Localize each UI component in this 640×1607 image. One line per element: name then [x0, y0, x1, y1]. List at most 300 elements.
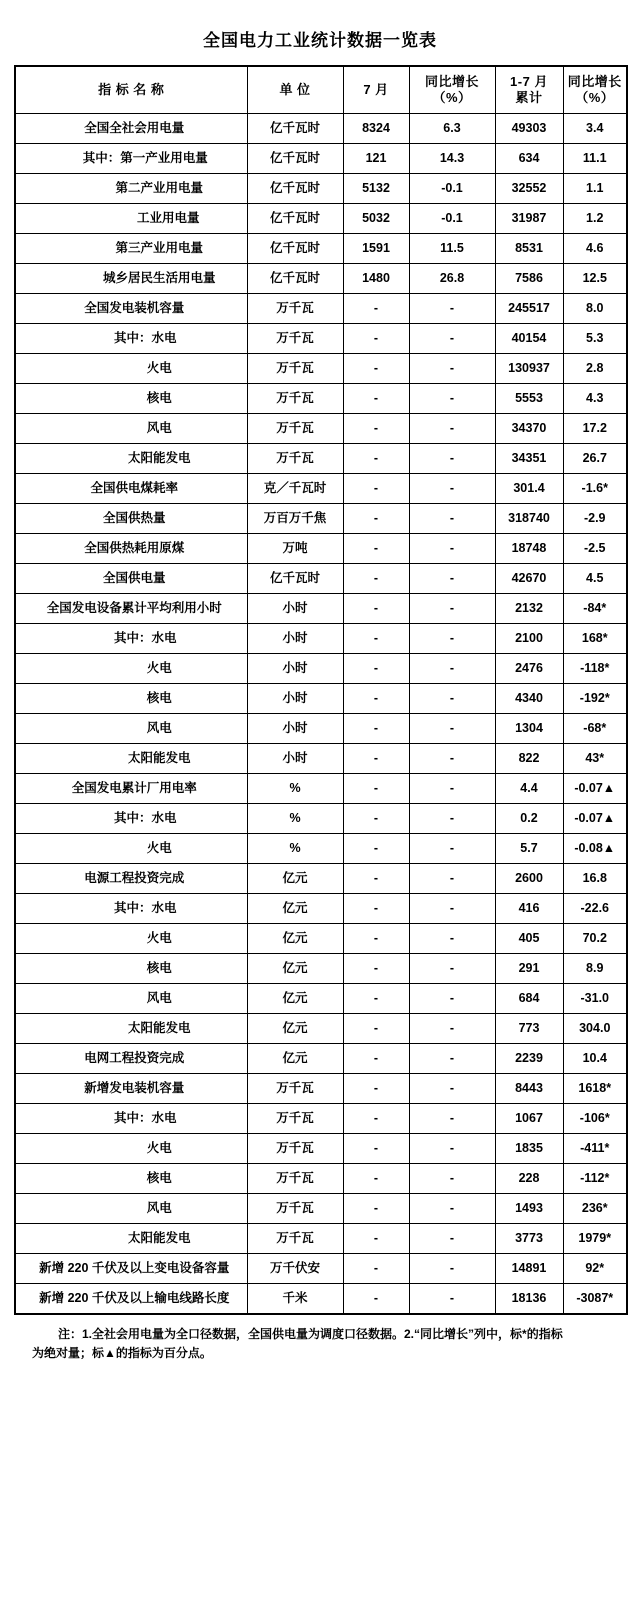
row-cumulative-value: 31987: [495, 204, 563, 234]
column-header-unit: 单 位: [247, 66, 343, 114]
row-cumulative-yoy: 4.5: [563, 564, 627, 594]
row-cumulative-yoy: -1.6*: [563, 474, 627, 504]
row-unit: 亿元: [247, 1044, 343, 1074]
row-unit: %: [247, 834, 343, 864]
row-unit: 万百万千焦: [247, 504, 343, 534]
table-row: [15, 1014, 627, 1044]
row-cumulative-yoy: -2.9: [563, 504, 627, 534]
row-july-value: -: [343, 744, 409, 774]
row-unit: 小时: [247, 714, 343, 744]
row-july-yoy: -: [409, 624, 495, 654]
row-unit: 万千瓦: [247, 1164, 343, 1194]
row-unit: %: [247, 804, 343, 834]
row-july-value: -: [343, 1074, 409, 1104]
column-header-cumulative: [495, 66, 563, 114]
row-indicator-name: 全国发电设备累计平均利用小时: [15, 594, 247, 624]
row-july-yoy: -0.1: [409, 174, 495, 204]
row-cumulative-value: 2476: [495, 654, 563, 684]
row-cumulative-value: 8531: [495, 234, 563, 264]
table-row: [15, 414, 627, 444]
row-cumulative-value: 405: [495, 924, 563, 954]
row-cumulative-yoy: 1.2: [563, 204, 627, 234]
row-july-yoy: -: [409, 954, 495, 984]
row-cumulative-yoy: 168*: [563, 624, 627, 654]
row-indicator-name: 太阳能发电: [15, 744, 247, 774]
row-cumulative-value: 18748: [495, 534, 563, 564]
row-cumulative-yoy: 4.3: [563, 384, 627, 414]
row-july-yoy: -: [409, 384, 495, 414]
table-row: [15, 804, 627, 834]
row-july-value: -: [343, 564, 409, 594]
row-unit: 亿千瓦时: [247, 114, 343, 144]
row-cumulative-value: 1304: [495, 714, 563, 744]
table-row: [15, 324, 627, 354]
row-cumulative-yoy: 26.7: [563, 444, 627, 474]
row-unit: 小时: [247, 684, 343, 714]
row-july-yoy: -: [409, 894, 495, 924]
row-unit: 千米: [247, 1284, 343, 1315]
row-july-yoy: 11.5: [409, 234, 495, 264]
table-row: [15, 894, 627, 924]
column-header-july-yoy-line2: （%）: [432, 90, 472, 105]
table-row: [15, 144, 627, 174]
table-row: [15, 534, 627, 564]
column-header-july: 7 月: [343, 66, 409, 114]
row-july-value: -: [343, 1194, 409, 1224]
row-cumulative-value: 416: [495, 894, 563, 924]
table-row: [15, 744, 627, 774]
table-row: [15, 1224, 627, 1254]
row-july-value: 5032: [343, 204, 409, 234]
table-row: [15, 564, 627, 594]
row-july-value: -: [343, 324, 409, 354]
row-cumulative-value: 42670: [495, 564, 563, 594]
row-unit: 万吨: [247, 534, 343, 564]
row-cumulative-value: 2600: [495, 864, 563, 894]
table-header: [15, 66, 627, 114]
table-row: [15, 504, 627, 534]
table-row: [15, 204, 627, 234]
row-cumulative-value: 1067: [495, 1104, 563, 1134]
row-cumulative-yoy: 4.6: [563, 234, 627, 264]
row-july-yoy: -: [409, 474, 495, 504]
row-indicator-name: 火电: [15, 354, 247, 384]
row-cumulative-value: 130937: [495, 354, 563, 384]
row-unit: 万千瓦: [247, 444, 343, 474]
row-cumulative-yoy: 12.5: [563, 264, 627, 294]
row-july-value: -: [343, 864, 409, 894]
row-cumulative-yoy: -84*: [563, 594, 627, 624]
row-july-yoy: 6.3: [409, 114, 495, 144]
statistics-table: [14, 65, 628, 1315]
row-cumulative-value: 5.7: [495, 834, 563, 864]
row-cumulative-yoy: 2.8: [563, 354, 627, 384]
row-indicator-name: 全国发电装机容量: [15, 294, 247, 324]
column-header-cumulative-yoy-line2: （%）: [575, 90, 615, 105]
row-cumulative-value: 4340: [495, 684, 563, 714]
row-july-yoy: -: [409, 414, 495, 444]
row-july-yoy: -: [409, 1254, 495, 1284]
row-cumulative-value: 2239: [495, 1044, 563, 1074]
row-indicator-name: 其中：水电: [15, 1104, 247, 1134]
row-indicator-name: 火电: [15, 924, 247, 954]
row-july-value: -: [343, 654, 409, 684]
row-unit: 亿千瓦时: [247, 564, 343, 594]
row-indicator-name: 全国发电累计厂用电率: [15, 774, 247, 804]
row-unit: 亿元: [247, 864, 343, 894]
row-cumulative-value: 14891: [495, 1254, 563, 1284]
table-row: [15, 264, 627, 294]
row-unit: %: [247, 774, 343, 804]
row-cumulative-yoy: -3087*: [563, 1284, 627, 1315]
row-july-value: -: [343, 1134, 409, 1164]
table-row: [15, 474, 627, 504]
table-row: [15, 864, 627, 894]
row-cumulative-yoy: -22.6: [563, 894, 627, 924]
row-unit: 亿元: [247, 894, 343, 924]
row-july-value: 121: [343, 144, 409, 174]
row-july-value: -: [343, 924, 409, 954]
row-july-value: -: [343, 414, 409, 444]
row-indicator-name: 全国全社会用电量: [15, 114, 247, 144]
column-header-cumulative-yoy-line1: 同比增长: [567, 73, 622, 89]
row-indicator-name: 电网工程投资完成: [15, 1044, 247, 1074]
row-july-value: -: [343, 444, 409, 474]
column-header-july-yoy: [409, 66, 495, 114]
row-cumulative-value: 34351: [495, 444, 563, 474]
row-july-value: -: [343, 834, 409, 864]
row-july-yoy: -: [409, 1014, 495, 1044]
row-cumulative-yoy: -0.07▲: [563, 774, 627, 804]
row-indicator-name: 新增 220 千伏及以上输电线路长度: [15, 1284, 247, 1315]
row-indicator-name: 其中：水电: [15, 894, 247, 924]
row-unit: 亿元: [247, 924, 343, 954]
row-cumulative-value: 18136: [495, 1284, 563, 1315]
table-row: [15, 1074, 627, 1104]
row-unit: 亿千瓦时: [247, 234, 343, 264]
table-row: [15, 1284, 627, 1315]
row-unit: 万千瓦: [247, 294, 343, 324]
row-july-value: -: [343, 714, 409, 744]
row-july-yoy: -: [409, 594, 495, 624]
row-cumulative-value: 49303: [495, 114, 563, 144]
row-cumulative-value: 8443: [495, 1074, 563, 1104]
row-indicator-name: 风电: [15, 1194, 247, 1224]
row-cumulative-yoy: -0.07▲: [563, 804, 627, 834]
row-indicator-name: 太阳能发电: [15, 1224, 247, 1254]
table-row: [15, 924, 627, 954]
row-july-value: 5132: [343, 174, 409, 204]
row-cumulative-value: 40154: [495, 324, 563, 354]
row-july-value: -: [343, 684, 409, 714]
table-note-line2: 为绝对量；标▲的指标为百分点。: [32, 1346, 212, 1361]
row-cumulative-yoy: 16.8: [563, 864, 627, 894]
row-unit: 万千瓦: [247, 1134, 343, 1164]
row-cumulative-yoy: 17.2: [563, 414, 627, 444]
row-july-value: 1591: [343, 234, 409, 264]
row-indicator-name: 第三产业用电量: [15, 234, 247, 264]
row-cumulative-yoy: -106*: [563, 1104, 627, 1134]
row-unit: 亿元: [247, 1014, 343, 1044]
row-july-value: -: [343, 504, 409, 534]
row-july-value: -: [343, 624, 409, 654]
table-row: [15, 1254, 627, 1284]
row-indicator-name: 其中：水电: [15, 624, 247, 654]
table-row: [15, 354, 627, 384]
row-unit: 万千瓦: [247, 1074, 343, 1104]
row-july-value: -: [343, 294, 409, 324]
table-note-line1: 注：1.全社会用电量为全口径数据，全国供电量为调度口径数据。2.“同比增长”列中，标*的指标: [58, 1327, 563, 1341]
row-july-value: -: [343, 354, 409, 384]
table-row: [15, 594, 627, 624]
row-indicator-name: 核电: [15, 954, 247, 984]
row-cumulative-yoy: 92*: [563, 1254, 627, 1284]
row-indicator-name: 风电: [15, 714, 247, 744]
row-cumulative-yoy: -2.5: [563, 534, 627, 564]
row-july-yoy: -: [409, 774, 495, 804]
row-cumulative-yoy: -31.0: [563, 984, 627, 1014]
row-cumulative-value: 684: [495, 984, 563, 1014]
table-row: [15, 174, 627, 204]
row-july-value: -: [343, 984, 409, 1014]
row-cumulative-yoy: -411*: [563, 1134, 627, 1164]
row-unit: 亿千瓦时: [247, 204, 343, 234]
row-unit: 小时: [247, 654, 343, 684]
row-cumulative-value: 0.2: [495, 804, 563, 834]
row-cumulative-value: 245517: [495, 294, 563, 324]
table-row: [15, 1104, 627, 1134]
row-indicator-name: 核电: [15, 384, 247, 414]
row-cumulative-yoy: -68*: [563, 714, 627, 744]
row-unit: 万千瓦: [247, 1224, 343, 1254]
row-cumulative-value: 32552: [495, 174, 563, 204]
row-july-yoy: -: [409, 684, 495, 714]
table-row: [15, 774, 627, 804]
table-row: [15, 444, 627, 474]
table-row: [15, 384, 627, 414]
row-cumulative-value: 1493: [495, 1194, 563, 1224]
row-july-value: -: [343, 474, 409, 504]
row-july-yoy: -: [409, 834, 495, 864]
row-july-yoy: 14.3: [409, 144, 495, 174]
row-july-yoy: -: [409, 504, 495, 534]
table-header-row: [15, 66, 627, 114]
row-cumulative-yoy: 1979*: [563, 1224, 627, 1254]
row-july-value: -: [343, 1014, 409, 1044]
row-cumulative-value: 1835: [495, 1134, 563, 1164]
row-july-yoy: -: [409, 294, 495, 324]
row-unit: 万千瓦: [247, 384, 343, 414]
row-unit: 小时: [247, 624, 343, 654]
row-july-value: -: [343, 1284, 409, 1315]
row-cumulative-yoy: 11.1: [563, 144, 627, 174]
row-indicator-name: 太阳能发电: [15, 1014, 247, 1044]
row-unit: 亿千瓦时: [247, 264, 343, 294]
row-indicator-name: 电源工程投资完成: [15, 864, 247, 894]
row-unit: 小时: [247, 594, 343, 624]
row-july-value: -: [343, 384, 409, 414]
row-indicator-name: 核电: [15, 1164, 247, 1194]
row-cumulative-yoy: 236*: [563, 1194, 627, 1224]
row-cumulative-yoy: 3.4: [563, 114, 627, 144]
column-header-cumulative-line2: 累计: [515, 90, 543, 105]
row-july-yoy: -: [409, 864, 495, 894]
row-indicator-name: 城乡居民生活用电量: [15, 264, 247, 294]
row-unit: 亿元: [247, 954, 343, 984]
row-indicator-name: 核电: [15, 684, 247, 714]
row-indicator-name: 太阳能发电: [15, 444, 247, 474]
row-indicator-name: 全国供电煤耗率: [15, 474, 247, 504]
row-july-yoy: -: [409, 1164, 495, 1194]
table-body: [15, 114, 627, 1315]
row-indicator-name: 第二产业用电量: [15, 174, 247, 204]
column-header-cumulative-line1: 1-7 月: [510, 73, 548, 89]
row-indicator-name: 其中：水电: [15, 804, 247, 834]
row-indicator-name: 新增 220 千伏及以上变电设备容量: [15, 1254, 247, 1284]
row-unit: 万千伏安: [247, 1254, 343, 1284]
row-july-value: 8324: [343, 114, 409, 144]
row-cumulative-yoy: 304.0: [563, 1014, 627, 1044]
row-indicator-name: 工业用电量: [15, 204, 247, 234]
row-july-value: -: [343, 1254, 409, 1284]
row-unit: 万千瓦: [247, 324, 343, 354]
row-unit: 万千瓦: [247, 354, 343, 384]
row-july-value: -: [343, 594, 409, 624]
row-cumulative-value: 4.4: [495, 774, 563, 804]
table-row: [15, 1194, 627, 1224]
row-july-value: -: [343, 1164, 409, 1194]
row-cumulative-yoy: -192*: [563, 684, 627, 714]
row-july-yoy: -: [409, 1284, 495, 1315]
row-cumulative-value: 7586: [495, 264, 563, 294]
row-indicator-name: 新增发电装机容量: [15, 1074, 247, 1104]
row-cumulative-value: 773: [495, 1014, 563, 1044]
row-july-yoy: -: [409, 1044, 495, 1074]
row-indicator-name: 其中：第一产业用电量: [15, 144, 247, 174]
row-july-yoy: -: [409, 654, 495, 684]
row-cumulative-yoy: 43*: [563, 744, 627, 774]
row-cumulative-yoy: 8.9: [563, 954, 627, 984]
table-row: [15, 114, 627, 144]
row-unit: 亿千瓦时: [247, 174, 343, 204]
row-cumulative-yoy: -118*: [563, 654, 627, 684]
row-july-yoy: -: [409, 1134, 495, 1164]
row-july-value: -: [343, 894, 409, 924]
row-july-yoy: -: [409, 744, 495, 774]
row-july-value: -: [343, 1224, 409, 1254]
row-july-yoy: -: [409, 714, 495, 744]
table-row: [15, 624, 627, 654]
row-indicator-name: 火电: [15, 1134, 247, 1164]
row-unit: 万千瓦: [247, 1194, 343, 1224]
column-header-july-yoy-line1: 同比增长: [424, 73, 479, 89]
row-july-value: -: [343, 774, 409, 804]
table-row: [15, 294, 627, 324]
row-indicator-name: 全国供热量: [15, 504, 247, 534]
row-cumulative-yoy: 5.3: [563, 324, 627, 354]
row-july-yoy: -: [409, 1224, 495, 1254]
row-unit: 亿千瓦时: [247, 144, 343, 174]
table-row: [15, 714, 627, 744]
row-july-yoy: -: [409, 444, 495, 474]
row-july-yoy: -: [409, 564, 495, 594]
table-row: [15, 954, 627, 984]
row-cumulative-yoy: -0.08▲: [563, 834, 627, 864]
row-july-value: -: [343, 1044, 409, 1074]
row-cumulative-value: 3773: [495, 1224, 563, 1254]
row-indicator-name: 火电: [15, 654, 247, 684]
row-july-yoy: -0.1: [409, 204, 495, 234]
row-unit: 小时: [247, 744, 343, 774]
column-header-cumulative-yoy: [563, 66, 627, 114]
column-header-indicator: 指 标 名 称: [15, 66, 247, 114]
row-cumulative-value: 34370: [495, 414, 563, 444]
row-cumulative-value: 228: [495, 1164, 563, 1194]
row-indicator-name: 火电: [15, 834, 247, 864]
row-july-yoy: -: [409, 1194, 495, 1224]
table-row: [15, 984, 627, 1014]
row-indicator-name: 风电: [15, 414, 247, 444]
row-july-value: -: [343, 954, 409, 984]
row-cumulative-value: 2100: [495, 624, 563, 654]
row-july-value: -: [343, 1104, 409, 1134]
table-row: [15, 654, 627, 684]
row-cumulative-value: 634: [495, 144, 563, 174]
row-july-value: -: [343, 804, 409, 834]
row-cumulative-yoy: 1.1: [563, 174, 627, 204]
row-july-yoy: -: [409, 354, 495, 384]
row-cumulative-yoy: 1618*: [563, 1074, 627, 1104]
row-indicator-name: 全国供热耗用原煤: [15, 534, 247, 564]
table-note: [14, 1325, 626, 1363]
row-cumulative-value: 5553: [495, 384, 563, 414]
row-july-yoy: -: [409, 1074, 495, 1104]
row-cumulative-yoy: 10.4: [563, 1044, 627, 1074]
row-unit: 万千瓦: [247, 414, 343, 444]
table-row: [15, 1134, 627, 1164]
row-july-yoy: -: [409, 1104, 495, 1134]
row-unit: 亿元: [247, 984, 343, 1014]
row-cumulative-value: 301.4: [495, 474, 563, 504]
row-july-yoy: -: [409, 924, 495, 954]
row-cumulative-yoy: 70.2: [563, 924, 627, 954]
page-title: 全国电力工业统计数据一览表: [203, 31, 437, 50]
row-indicator-name: 全国供电量: [15, 564, 247, 594]
row-cumulative-yoy: -112*: [563, 1164, 627, 1194]
row-july-yoy: -: [409, 324, 495, 354]
table-row: [15, 684, 627, 714]
row-july-yoy: -: [409, 804, 495, 834]
row-unit: 克／千瓦时: [247, 474, 343, 504]
row-july-value: -: [343, 534, 409, 564]
row-cumulative-yoy: 8.0: [563, 294, 627, 324]
row-cumulative-value: 318740: [495, 504, 563, 534]
table-row: [15, 1044, 627, 1074]
row-unit: 万千瓦: [247, 1104, 343, 1134]
row-july-value: 1480: [343, 264, 409, 294]
table-row: [15, 834, 627, 864]
table-row: [15, 234, 627, 264]
row-cumulative-value: 822: [495, 744, 563, 774]
row-july-yoy: -: [409, 984, 495, 1014]
row-indicator-name: 其中：水电: [15, 324, 247, 354]
table-row: [15, 1164, 627, 1194]
row-cumulative-value: 2132: [495, 594, 563, 624]
row-july-yoy: 26.8: [409, 264, 495, 294]
row-cumulative-value: 291: [495, 954, 563, 984]
row-indicator-name: 风电: [15, 984, 247, 1014]
row-july-yoy: -: [409, 534, 495, 564]
